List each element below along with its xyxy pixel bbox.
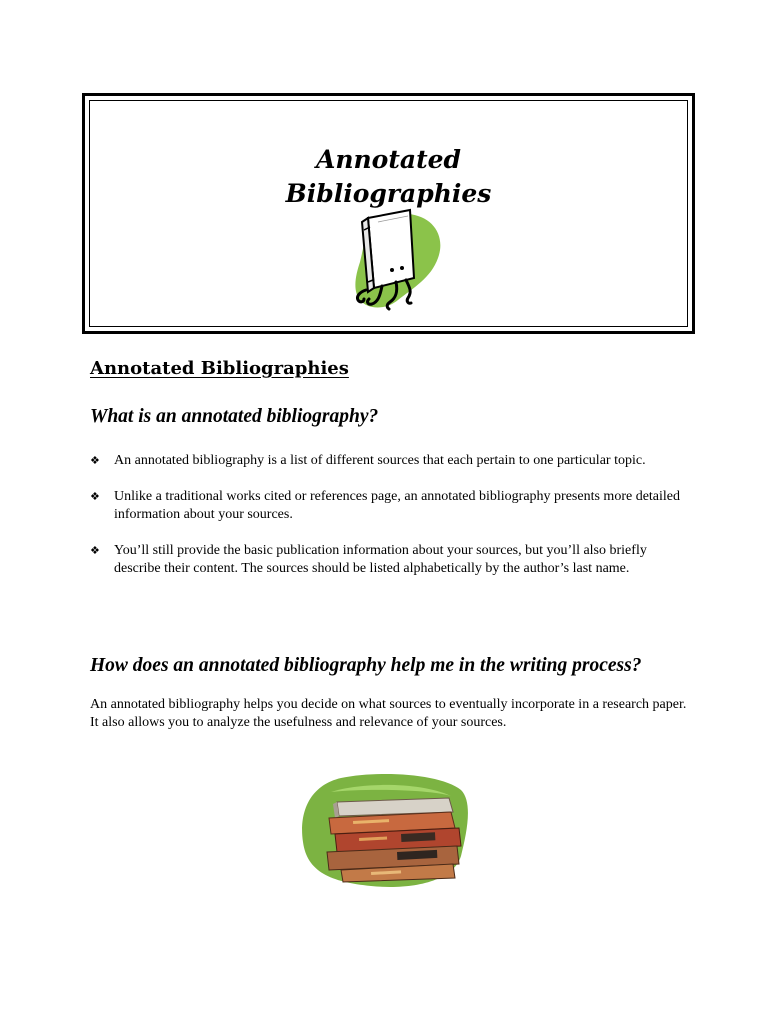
title-line-1: Annotated — [315, 145, 462, 174]
body-paragraph: An annotated bibliography helps you decide on what sources to eventually incorporate in a research paper. It also allows you to analyze the usefulness and relevance of your sources. — [90, 697, 687, 730]
diamond-bullet-icon: ❖ — [90, 545, 100, 557]
section-heading: Annotated Bibliographies — [90, 358, 349, 379]
question-what-is: What is an annotated bibliography? — [90, 406, 379, 427]
question-how-does-it-help: How does an annotated bibliography help me in the writing process? — [90, 655, 642, 676]
list-item — [90, 488, 690, 524]
title-line-2: Bibliographies — [285, 179, 492, 208]
list-item — [90, 452, 690, 470]
bullet-text: Unlike a traditional works cited or references page, an annotated bibliography presents more detailed information about your sources. — [114, 489, 681, 522]
list-item — [90, 542, 690, 578]
bullet-list — [90, 452, 690, 596]
diamond-bullet-icon: ❖ — [90, 491, 100, 503]
bullet-text: An annotated bibliography is a list of different sources that each pertain to one particular topic. — [114, 453, 646, 468]
walking-book-icon — [338, 206, 448, 314]
book-stack-icon — [301, 772, 471, 890]
bullet-text: You’ll still provide the basic publication information about your sources, but you’ll also briefly describe their content. The sources should be listed alphabetically by the author’s last name. — [114, 543, 647, 576]
diamond-bullet-icon: ❖ — [90, 455, 100, 467]
title-box-inner-border — [89, 100, 688, 327]
title-box — [82, 93, 695, 334]
